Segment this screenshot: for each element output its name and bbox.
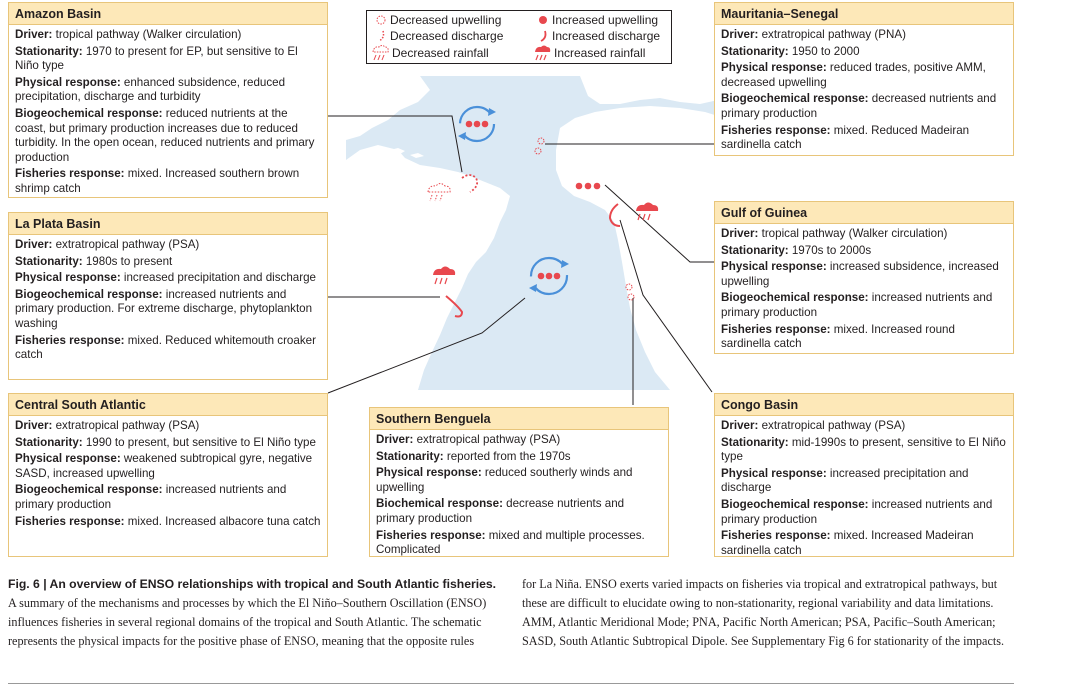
legend-inc-rainfall-label: Increased rainfall bbox=[554, 46, 646, 60]
row-text: reduced nutrients at the coast, but primary production increases due to reduced turbidity. In the open ocean, reduced nutrients and primary production bbox=[15, 106, 315, 164]
gulf-of-guinea-box bbox=[714, 201, 1014, 354]
row-text: reported from the 1970s bbox=[443, 449, 571, 463]
box-title: Central South Atlantic bbox=[9, 394, 327, 416]
physical-response-row bbox=[721, 260, 1007, 289]
row-text: mixed. Reduced whitemouth croaker catch bbox=[15, 333, 316, 362]
row-label: Physical response: bbox=[721, 466, 827, 480]
row-label: Stationarity: bbox=[15, 44, 83, 58]
row-label: Stationarity: bbox=[721, 243, 789, 257]
physical-response-row bbox=[721, 61, 1007, 90]
stationarity-row bbox=[15, 45, 321, 74]
biogeochemical-response-row bbox=[721, 291, 1007, 320]
row-label: Fisheries response: bbox=[721, 322, 831, 336]
stationarity-row bbox=[376, 450, 662, 465]
biogeochemical-response-row bbox=[721, 498, 1007, 527]
row-text: mixed. Increased southern brown shrimp catch bbox=[15, 167, 300, 195]
row-text: mixed. Increased round sardinella catch bbox=[721, 322, 955, 351]
physical-response-row bbox=[376, 466, 662, 495]
fisheries-response-row bbox=[721, 529, 1007, 558]
legend-inc-rainfall bbox=[533, 45, 645, 61]
row-label: Biogeochemical response: bbox=[721, 497, 869, 511]
congo-basin-box bbox=[714, 393, 1014, 557]
row-text: extratropical pathway (PSA) bbox=[52, 419, 200, 432]
row-text: increased nutrients and primary production bbox=[721, 497, 993, 526]
figure-caption-left bbox=[8, 575, 500, 651]
row-label: Biogeochemical response: bbox=[15, 106, 163, 120]
box-title: Gulf of Guinea bbox=[715, 202, 1013, 224]
page-footer-rule bbox=[8, 683, 1014, 684]
row-text: tropical pathway (Walker circulation) bbox=[52, 28, 242, 41]
row-text: mixed. Increased Madeiran sardinella catch bbox=[721, 529, 974, 557]
driver-row bbox=[15, 28, 321, 43]
row-text: increased nutrients and primary production. For extreme discharge, phytoplankton washing bbox=[15, 287, 313, 330]
legend-dec-upwelling-label: Decreased upwelling bbox=[390, 13, 502, 27]
row-text: decreased nutrients and primary production bbox=[721, 92, 997, 120]
figure-label: Fig. 6 | An overview of ENSO relationships with tropical and South Atlantic fisheries. bbox=[8, 577, 497, 591]
box-body bbox=[715, 25, 1013, 159]
biogeochemical-response-row bbox=[15, 483, 321, 512]
box-title: Southern Benguela bbox=[370, 408, 668, 430]
row-label: Fisheries response: bbox=[15, 333, 125, 347]
legend-dec-upwelling bbox=[375, 13, 501, 27]
row-text: 1980s to present bbox=[82, 254, 173, 268]
row-text: extratropical pathway (PSA) bbox=[52, 238, 200, 251]
physical-response-row bbox=[15, 76, 321, 105]
row-label: Biogeochemical response: bbox=[721, 92, 869, 106]
fisheries-response-row bbox=[15, 515, 321, 530]
map-legend bbox=[366, 10, 672, 64]
decreased-upwelling-icon bbox=[375, 13, 387, 27]
decreased-discharge-icon bbox=[375, 29, 387, 43]
increased-discharge-icon bbox=[537, 29, 549, 43]
row-text: reduced southerly winds and upwelling bbox=[376, 466, 633, 494]
southern-benguela-box bbox=[369, 407, 669, 557]
la-plata-basin-box bbox=[8, 212, 328, 380]
caption-text-left: A summary of the mechanisms and processes by which the El Niño–Southern Oscillation (ENSO) influences fisheries in several regional domains of the tropical and South Atlantic. The schematic represents the physical impacts for the positive phase of ENSO, meaning that the opposite rules bbox=[8, 596, 487, 648]
row-text: mid-1990s to present, sensitive to El Niño type bbox=[721, 435, 1006, 464]
legend-inc-discharge bbox=[537, 29, 660, 43]
row-label: Physical response: bbox=[15, 75, 121, 89]
row-label: Physical response: bbox=[721, 260, 827, 274]
driver-row bbox=[15, 419, 321, 434]
mauritania-senegal-box bbox=[714, 2, 1014, 156]
row-label: Driver: bbox=[721, 28, 759, 41]
row-label: Physical response: bbox=[15, 452, 121, 466]
caption-text-right: for La Niña. ENSO exerts varied impacts on fisheries via tropical and extratropical pathways, but these are difficult to elucidate owing to non-stationarity, regional variability and data limitations. AMM, Atlantic Meridional Mode; PNA, Pacific North American; PSA, Pacific–South American; SASD, South Atlantic Subtropical Dipole. See Supplementary Fig 6 for stationarity of the impacts. bbox=[522, 577, 1005, 648]
row-text: increased nutrients and primary production bbox=[721, 291, 993, 319]
row-text: extratropical pathway (PSA) bbox=[758, 419, 906, 432]
row-label: Driver: bbox=[376, 433, 414, 446]
row-label: Fisheries response: bbox=[376, 528, 486, 542]
box-title: La Plata Basin bbox=[9, 213, 327, 235]
fisheries-response-row bbox=[721, 124, 1007, 153]
central-south-atlantic-box bbox=[8, 393, 328, 557]
stationarity-row bbox=[721, 436, 1007, 465]
row-text: decrease nutrients and primary production bbox=[376, 497, 625, 525]
stationarity-row bbox=[721, 45, 1007, 60]
row-text: extratropical pathway (PNA) bbox=[758, 28, 906, 41]
legend-inc-upwelling-label: Increased upwelling bbox=[552, 13, 659, 27]
driver-row bbox=[721, 227, 1007, 242]
row-text: increased precipitation and discharge bbox=[721, 466, 969, 495]
row-label: Driver: bbox=[721, 227, 759, 240]
legend-dec-rainfall bbox=[371, 45, 489, 61]
stationarity-row bbox=[721, 244, 1007, 259]
increased-upwelling-icon bbox=[537, 13, 549, 27]
row-text: 1970 to present for EP, but sensitive to El Niño type bbox=[15, 44, 298, 73]
biogeochemical-response-row bbox=[15, 288, 321, 332]
legend-inc-upwelling bbox=[537, 13, 658, 27]
legend-dec-rainfall-label: Decreased rainfall bbox=[392, 46, 489, 60]
row-label: Physical response: bbox=[376, 466, 482, 480]
fisheries-response-row bbox=[721, 323, 1007, 352]
row-text: increased precipitation and discharge bbox=[120, 271, 316, 285]
row-label: Biogeochemical response: bbox=[721, 291, 869, 305]
row-text: increased nutrients and primary production bbox=[15, 483, 287, 511]
fisheries-response-row bbox=[15, 167, 321, 196]
stationarity-row bbox=[15, 436, 321, 451]
row-text: enhanced subsidence, reduced precipitation, discharge and turbidity bbox=[15, 75, 286, 104]
box-body bbox=[370, 430, 668, 564]
row-text: mixed and multiple processes. Complicated bbox=[376, 528, 645, 557]
box-title: Amazon Basin bbox=[9, 3, 327, 25]
row-text: mixed. Increased albacore tuna catch bbox=[124, 514, 321, 528]
row-text: 1990 to present, but sensitive to El Niño type bbox=[82, 435, 316, 449]
biochemical-response-row bbox=[376, 497, 662, 526]
legend-dec-discharge bbox=[375, 29, 503, 43]
row-label: Fisheries response: bbox=[15, 167, 125, 181]
row-label: Driver: bbox=[15, 28, 53, 41]
amazon-basin-box bbox=[8, 2, 328, 198]
row-text: reduced trades, positive AMM, decreased upwelling bbox=[721, 61, 986, 89]
box-title: Mauritania–Senegal bbox=[715, 3, 1013, 25]
row-label: Physical response: bbox=[721, 61, 827, 75]
physical-response-row bbox=[15, 271, 321, 286]
driver-row bbox=[376, 433, 662, 448]
row-label: Driver: bbox=[721, 419, 759, 432]
box-body bbox=[9, 235, 327, 369]
stationarity-row bbox=[15, 255, 321, 270]
biogeochemical-response-row bbox=[15, 107, 321, 165]
legend-inc-discharge-label: Increased discharge bbox=[552, 29, 661, 43]
row-text: increased subsidence, increased upwelling bbox=[721, 260, 999, 288]
row-label: Fisheries response: bbox=[15, 514, 125, 528]
row-label: Stationarity: bbox=[721, 44, 789, 58]
increased-rainfall-icon bbox=[533, 45, 551, 61]
row-text: 1970s to 2000s bbox=[788, 243, 872, 257]
row-label: Driver: bbox=[15, 238, 53, 251]
row-text: tropical pathway (Walker circulation) bbox=[758, 227, 948, 240]
row-label: Biogeochemical response: bbox=[15, 287, 163, 301]
physical-response-row bbox=[721, 467, 1007, 496]
box-body bbox=[715, 224, 1013, 358]
driver-row bbox=[721, 419, 1007, 434]
biogeochemical-response-row bbox=[721, 92, 1007, 121]
row-label: Fisheries response: bbox=[721, 123, 831, 137]
figure-caption-right bbox=[522, 575, 1018, 651]
row-label: Stationarity: bbox=[376, 449, 444, 463]
row-text: weakened subtropical gyre, negative SASD, increased upwelling bbox=[15, 452, 313, 480]
row-label: Biochemical response: bbox=[376, 497, 503, 511]
fisheries-response-row bbox=[15, 334, 321, 363]
row-label: Fisheries response: bbox=[721, 529, 831, 543]
fisheries-response-row bbox=[376, 529, 662, 558]
decreased-rainfall-icon bbox=[371, 45, 389, 61]
row-label: Biogeochemical response: bbox=[15, 483, 163, 497]
row-label: Stationarity: bbox=[721, 435, 789, 449]
row-label: Physical response: bbox=[15, 271, 121, 285]
physical-response-row bbox=[15, 452, 321, 481]
row-label: Stationarity: bbox=[15, 254, 83, 268]
legend-dec-discharge-label: Decreased discharge bbox=[390, 29, 504, 43]
row-label: Stationarity: bbox=[15, 435, 83, 449]
box-body bbox=[9, 25, 327, 203]
guinea-upwelling-marker bbox=[576, 183, 601, 190]
box-body bbox=[9, 416, 327, 535]
row-text: mixed. Reduced Madeiran sardinella catch bbox=[721, 123, 970, 152]
box-title: Congo Basin bbox=[715, 394, 1013, 416]
driver-row bbox=[15, 238, 321, 253]
row-label: Driver: bbox=[15, 419, 53, 432]
box-body bbox=[715, 416, 1013, 564]
row-text: extratropical pathway (PSA) bbox=[413, 433, 561, 446]
row-text: 1950 to 2000 bbox=[788, 44, 860, 58]
driver-row bbox=[721, 28, 1007, 43]
